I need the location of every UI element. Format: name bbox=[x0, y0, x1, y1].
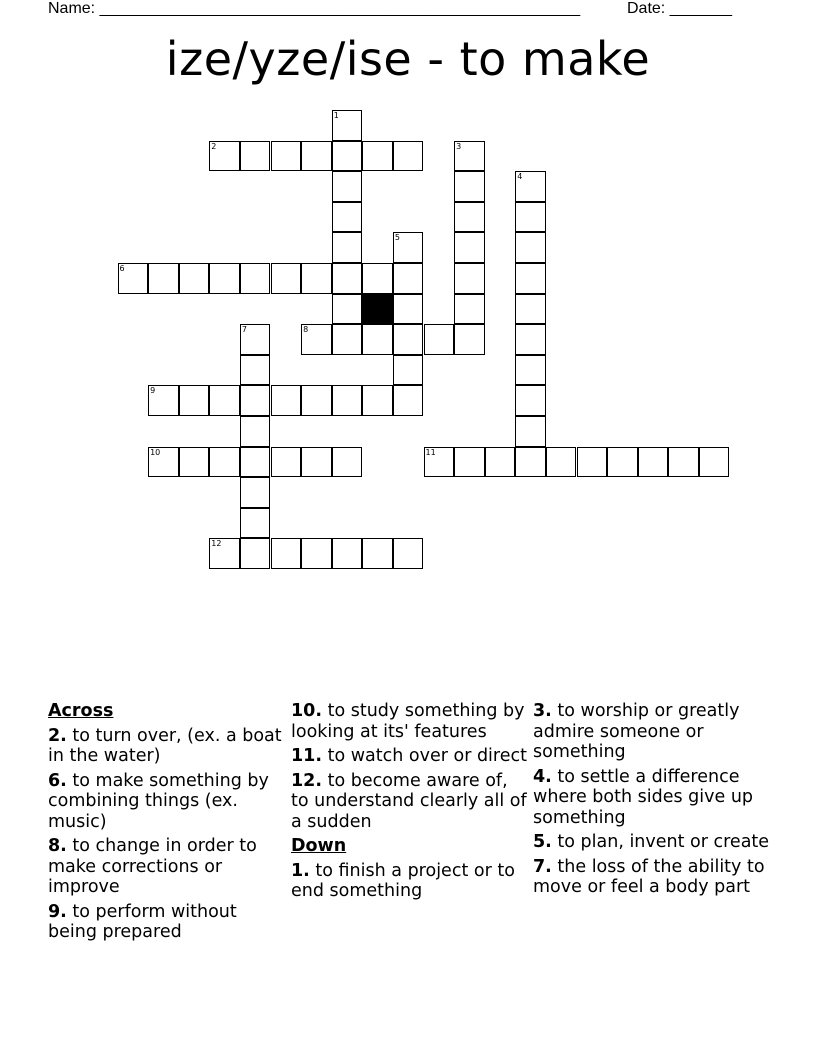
crossword-cell[interactable] bbox=[393, 538, 424, 569]
clue-number-label: 11 bbox=[425, 447, 436, 457]
crossword-cell[interactable] bbox=[515, 263, 546, 294]
crossword-cell[interactable] bbox=[454, 324, 485, 355]
crossword-cell[interactable] bbox=[209, 141, 240, 172]
crossword-cell[interactable] bbox=[271, 538, 302, 569]
crossword-cell[interactable] bbox=[209, 447, 240, 478]
crossword-cell[interactable] bbox=[454, 263, 485, 294]
clue-text: to worship or greatly admire someone or something bbox=[533, 701, 740, 762]
crossword-cell[interactable] bbox=[454, 141, 485, 172]
clue-number-label: 2 bbox=[211, 141, 217, 151]
crossword-cell[interactable] bbox=[332, 538, 363, 569]
clue-across-9 bbox=[48, 902, 284, 943]
crossword-cell[interactable] bbox=[393, 141, 424, 172]
crossword-cell[interactable] bbox=[240, 477, 271, 508]
crossword-cell[interactable] bbox=[240, 447, 271, 478]
crossword-cell[interactable] bbox=[332, 324, 363, 355]
clue-text: to watch over or direct bbox=[327, 746, 527, 766]
crossword-cell[interactable] bbox=[577, 447, 608, 478]
clue-number-label: 5 bbox=[394, 233, 400, 243]
clues-column-3 bbox=[533, 701, 773, 902]
crossword-cell[interactable] bbox=[515, 416, 546, 447]
crossword-cell[interactable] bbox=[515, 294, 546, 325]
crossword-cell[interactable] bbox=[332, 141, 363, 172]
clue-text: to change in order to make corrections or improve bbox=[48, 836, 257, 897]
clue-text: to turn over, (ex. a boat in the water) bbox=[48, 725, 282, 766]
crossword-cell[interactable] bbox=[240, 416, 271, 447]
clue-number: 10. bbox=[291, 701, 323, 721]
clue-number: 5. bbox=[533, 832, 552, 852]
clue-number: 4. bbox=[533, 766, 552, 787]
crossword-cell[interactable] bbox=[362, 324, 393, 355]
across-heading: Across bbox=[48, 701, 114, 721]
clue-number-label: 3 bbox=[456, 141, 462, 151]
crossword-cell[interactable] bbox=[515, 355, 546, 386]
crossword-cell[interactable] bbox=[209, 385, 240, 416]
crossword-cell[interactable] bbox=[546, 447, 577, 478]
clue-number-label: 6 bbox=[119, 264, 125, 273]
crossword-cell[interactable] bbox=[515, 447, 546, 478]
crossword-cell[interactable] bbox=[332, 171, 363, 202]
crossword-cell[interactable] bbox=[148, 263, 179, 294]
clue-number-label: 12 bbox=[211, 539, 222, 549]
crossword-cell[interactable] bbox=[118, 263, 149, 294]
clue-number-label: 7 bbox=[241, 325, 247, 335]
clue-number-label: 10 bbox=[150, 447, 161, 457]
crossword-cell[interactable] bbox=[515, 324, 546, 355]
clue-across-11 bbox=[291, 746, 527, 767]
crossword-cell[interactable] bbox=[362, 538, 393, 569]
crossword-cell[interactable] bbox=[454, 202, 485, 233]
clue-down-7 bbox=[533, 857, 773, 898]
crossword-cell[interactable] bbox=[332, 263, 363, 294]
crossword-cell[interactable] bbox=[179, 263, 210, 294]
clue-down-3 bbox=[533, 701, 773, 763]
clue-down-1 bbox=[291, 861, 527, 902]
crossword-cell[interactable] bbox=[301, 538, 332, 569]
clue-number: 1. bbox=[291, 860, 310, 881]
crossword-cell[interactable] bbox=[515, 202, 546, 233]
crossword-cell[interactable] bbox=[332, 294, 363, 325]
clue-across-10 bbox=[291, 701, 527, 742]
date-field-label: Date: _______ bbox=[627, 0, 732, 17]
crossword-cell[interactable] bbox=[240, 324, 271, 355]
clue-number-label: 4 bbox=[517, 172, 523, 182]
crossword-cell[interactable] bbox=[240, 385, 271, 416]
crossword-cell[interactable] bbox=[301, 385, 332, 416]
crossword-cell[interactable] bbox=[668, 447, 699, 478]
crossword-cell[interactable] bbox=[454, 447, 485, 478]
crossword-cell[interactable] bbox=[485, 447, 516, 478]
crossword-cell[interactable] bbox=[179, 447, 210, 478]
crossword-block bbox=[362, 294, 393, 325]
clue-number-label: 1 bbox=[333, 111, 339, 120]
clue-number: 2. bbox=[48, 725, 67, 746]
crossword-cell[interactable] bbox=[271, 385, 302, 416]
clue-number: 6. bbox=[48, 770, 67, 791]
crossword-cell[interactable] bbox=[515, 232, 546, 263]
crossword-cell[interactable] bbox=[240, 141, 271, 172]
crossword-cell[interactable] bbox=[240, 538, 271, 569]
crossword-cell[interactable] bbox=[454, 171, 485, 202]
crossword-cell[interactable] bbox=[454, 294, 485, 325]
clue-text: to become aware of, to understand clearly all of a sudden bbox=[291, 770, 527, 832]
crossword-cell[interactable] bbox=[332, 447, 363, 478]
clue-text: the loss of the ability to move or feel a body part bbox=[533, 856, 765, 897]
crossword-cell[interactable] bbox=[271, 141, 302, 172]
crossword-cell[interactable] bbox=[209, 538, 240, 569]
clue-across-6 bbox=[48, 771, 284, 833]
clue-text: to make something by combining things (ex. music) bbox=[48, 770, 269, 832]
crossword-cell[interactable] bbox=[209, 263, 240, 294]
page-title: ize/yze/ise - to make bbox=[165, 32, 651, 86]
crossword-cell[interactable] bbox=[332, 385, 363, 416]
crossword-cell[interactable] bbox=[362, 263, 393, 294]
crossword-cell[interactable] bbox=[362, 141, 393, 172]
crossword-cell[interactable] bbox=[271, 447, 302, 478]
clue-across-12 bbox=[291, 771, 527, 833]
clue-number: 11. bbox=[291, 746, 323, 766]
name-field-label: Name: ______________________________________________________ bbox=[48, 0, 581, 17]
clue-across-8 bbox=[48, 836, 284, 898]
crossword-cell[interactable] bbox=[301, 263, 332, 294]
crossword-cell[interactable] bbox=[515, 385, 546, 416]
clue-text: to perform without being prepared bbox=[48, 901, 237, 942]
crossword-cell[interactable] bbox=[148, 447, 179, 478]
clue-text: to study something by looking at its' features bbox=[291, 701, 525, 742]
crossword-cell[interactable] bbox=[424, 324, 455, 355]
clue-number: 9. bbox=[48, 901, 67, 922]
crossword-cell[interactable] bbox=[301, 141, 332, 172]
crossword-cell[interactable] bbox=[332, 202, 363, 233]
clue-number: 7. bbox=[533, 856, 552, 877]
crossword-cell[interactable] bbox=[393, 355, 424, 386]
clue-number: 12. bbox=[291, 770, 323, 791]
crossword-cell[interactable] bbox=[240, 263, 271, 294]
crossword-cell[interactable] bbox=[638, 447, 669, 478]
crossword-cell[interactable] bbox=[424, 447, 455, 478]
crossword-cell[interactable] bbox=[362, 385, 393, 416]
crossword-cell[interactable] bbox=[301, 324, 332, 355]
clue-text: to finish a project or to end something bbox=[291, 860, 515, 901]
crossword-cell[interactable] bbox=[393, 294, 424, 325]
clue-down-4 bbox=[533, 767, 773, 829]
down-heading: Down bbox=[291, 836, 347, 856]
clue-text: to plan, invent or create bbox=[557, 832, 770, 852]
crossword-cell[interactable] bbox=[393, 232, 424, 263]
crossword-cell[interactable] bbox=[332, 110, 363, 141]
crossword-cell[interactable] bbox=[393, 263, 424, 294]
crossword-cell[interactable] bbox=[515, 171, 546, 202]
crossword-cell[interactable] bbox=[240, 508, 271, 539]
crossword-cell[interactable] bbox=[607, 447, 638, 478]
crossword-cell[interactable] bbox=[240, 355, 271, 386]
clue-down-5 bbox=[533, 832, 773, 853]
crossword-cell[interactable] bbox=[393, 324, 424, 355]
crossword-cell[interactable] bbox=[699, 447, 730, 478]
clue-number: 3. bbox=[533, 701, 552, 721]
clue-number-label: 8 bbox=[303, 325, 309, 335]
crossword-cell[interactable] bbox=[393, 385, 424, 416]
clue-number: 8. bbox=[48, 836, 67, 856]
crossword-cell[interactable] bbox=[301, 447, 332, 478]
crossword-cell[interactable] bbox=[271, 263, 302, 294]
crossword-cell[interactable] bbox=[332, 232, 363, 263]
crossword-cell[interactable] bbox=[179, 385, 210, 416]
clue-number-label: 9 bbox=[150, 386, 156, 396]
crossword-cell[interactable] bbox=[148, 385, 179, 416]
crossword-cell[interactable] bbox=[454, 232, 485, 263]
clues-column-1 bbox=[48, 701, 284, 947]
clues-column-2 bbox=[291, 701, 527, 906]
clue-across-2 bbox=[48, 726, 284, 767]
clue-text: to settle a difference where both sides give up something bbox=[533, 766, 754, 828]
